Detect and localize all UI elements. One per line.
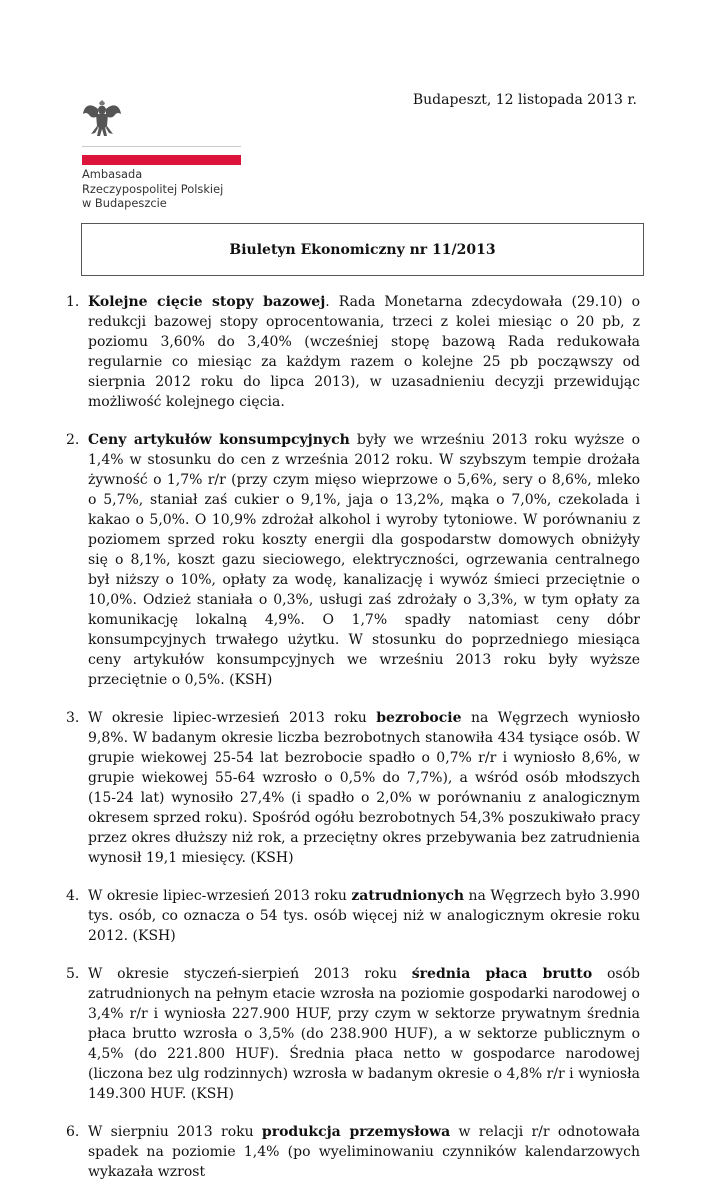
item-text: były we wrześniu 2013 roku wyższe o 1,4% w stosunku do cen z września 2012 roku. W szybszym tempie drożała żywność o 1,7% r/r (przy czym mięso wieprzowe o 5,6%, sery o 8,6%, mleko o 5,7%, staniał zaś cukier o 9,1%, jaja o 13,2%, mąka o 7,0%, czekolada i kakao o 5,0%. O 10,9% zdrożał alkohol i wyroby tytoniowe. W porównaniu z poziomem sprzed roku koszty energii dla gospodarstw domowych obniżyły się o 8,1%, koszt gazu sieciowego, elektryczności, ogrzewania centralnego był niższy o 10%, opłaty za wodę, kanalizację i wywóz śmieci przeciętnie o 10,0%. Odzież staniała o 0,3%, usługi zaś zdrożały o 3,3%, w tym opłaty za komunikację lokalną 4,9%. O 1,7% spadły natomiast ceny dóbr konsumpcyjnych trwałego użytku. W stosunku do poprzedniego miesiąca ceny artykułów konsumpcyjnych we wrześniu 2013 roku były wyższe przeciętnie o 0,5%. (KSH) <box>88 432 641 688</box>
item-bold-term: Ceny artykułów konsumpcyjnych <box>88 432 350 448</box>
item-text: w relacji r/r odnotowała spadek na poziomie 1,4% (po wyeliminowaniu czynników kalendarzowych wykazała wzrost <box>88 1124 640 1180</box>
bulletin-title: Biuletyn Ekonomiczny nr 11/2013 <box>229 241 496 258</box>
letter-date: Budapeszt, 12 listopada 2013 r. <box>412 92 637 108</box>
item-number: 6. <box>66 1124 80 1140</box>
item-number: 4. <box>66 888 80 904</box>
bulletin-item-5 <box>66 964 640 1104</box>
embassy-line: Ambasada <box>82 167 143 181</box>
item-number: 2. <box>66 432 80 448</box>
item-number: 1. <box>66 294 80 310</box>
item-text-before: W okresie styczeń-sierpień 2013 roku <box>88 966 412 982</box>
item-bold-term: zatrudnionych <box>351 888 465 904</box>
bulletin-title-box <box>81 223 644 276</box>
bulletin-item-2 <box>66 430 640 690</box>
bulletin-item-6 <box>66 1122 640 1182</box>
item-text: na Węgrzech wyniosło 9,8%. W badanym okresie liczba bezrobotnych stanowiła 434 tysiące osób. W grupie wiekowej 25-54 lat bezrobocie spadło o 0,7% r/r i wyniosło 8,6%, w grupie wiekowej 55-64 wzrosło o 0,5% do 7,7%), a wśród osób młodszych (15-24 lat) wynosiło 27,4% (i spadło o 2,0% w porównaniu z analogicznym okresem sprzed roku). Spośród ogółu bezrobotnych 54,3% poszukiwało pracy przez okres dłuższy niż rok, a przeciętny okres przebywania bez zatrudnienia wynosił 19,1 miesięcy. (KSH) <box>88 710 641 866</box>
item-bold-term: bezrobocie <box>376 710 462 726</box>
item-text-before: W sierpniu 2013 roku <box>88 1124 262 1140</box>
item-number: 5. <box>66 966 80 982</box>
item-text: osób zatrudnionych na pełnym etacie wzrosła na poziomie gospodarki narodowej o 3,4% r/r i wyniosła 227.900 HUF, przy czym w sektorze prywatnym średnia płaca brutto wzrosła o 3,5% (do 238.900 HUF), a w sektorze publicznym o 4,5% (do 221.800 HUF). Średnia płaca netto w gospodarce narodowej (liczona bez ulg rodzinnych) wzrosła w badanym okresie o 4,8% r/r i wyniosła 149.300 HUF. (KSH) <box>88 966 640 1102</box>
embassy-line: Rzeczypospolitej Polskiej <box>82 181 224 196</box>
polish-eagle-emblem-icon <box>80 96 124 140</box>
embassy-name <box>82 167 223 211</box>
bulletin-items <box>66 292 640 1200</box>
item-bold-term: produkcja przemysłowa <box>261 1124 451 1140</box>
bulletin-item-3 <box>66 708 640 868</box>
item-bold-term: Kolejne cięcie stopy bazowej <box>88 294 326 310</box>
embassy-line: w Budapeszcie <box>82 196 167 210</box>
flag-red-stripe <box>82 155 241 165</box>
polish-flag-bar <box>82 146 241 165</box>
item-text-before: W okresie lipiec-wrzesień 2013 roku <box>88 888 352 904</box>
item-text: na Węgrzech było 3.990 tys. osób, co oznacza o 54 tys. osób więcej niż w analogicznym okresie roku 2012. (KSH) <box>88 888 641 944</box>
bulletin-item-1 <box>66 292 640 412</box>
item-text-before: W okresie lipiec-wrzesień 2013 roku <box>88 710 377 726</box>
item-text: . Rada Monetarna zdecydowała (29.10) o redukcji bazowej stopy oprocentowania, trzeci z kolei miesiąc o 20 pb, z poziomu 3,60% do 3,40% (wcześniej stopę bazową Rada redukowała regularnie co miesiąc za każdym razem o kolejne 25 pb począwszy od sierpnia 2012 roku do lipca 2013), w uzasadnieniu decyzji przewidując możliwość kolejnego cięcia. <box>88 294 640 410</box>
item-number: 3. <box>66 710 80 726</box>
item-bold-term: średnia płaca brutto <box>411 966 593 982</box>
bulletin-item-4 <box>66 886 640 946</box>
